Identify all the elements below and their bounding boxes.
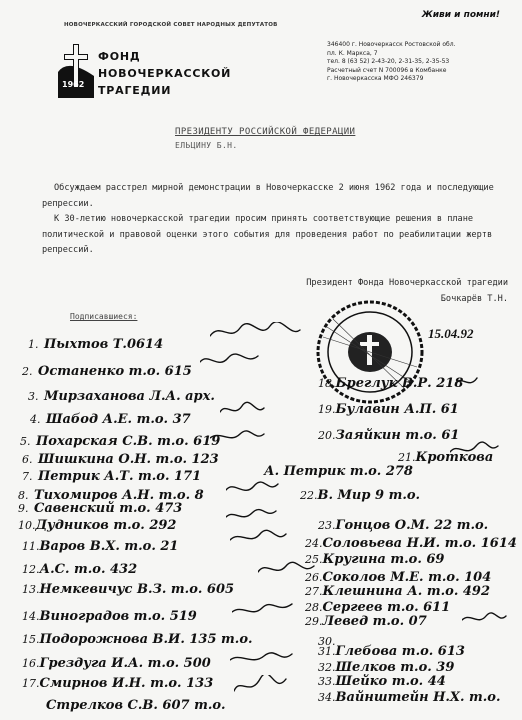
signatory-entry [22, 652, 211, 671]
signatory-entry [22, 578, 234, 597]
signatory-name: Глебова т.о. 613 [335, 644, 465, 659]
signatory-entry [318, 686, 501, 705]
letterhead-address [327, 41, 507, 84]
signatory-name: Смирнов И.Н. т.о. 133 [39, 676, 214, 691]
signatory-number: 24. [305, 537, 323, 550]
foundation-logo [54, 40, 234, 102]
signatory-entry [28, 385, 215, 404]
signatory-number: 16. [22, 657, 40, 670]
logo-line-1: ФОНД [98, 50, 141, 63]
signature-name: Бочкарёв Т.Н. [440, 293, 508, 304]
signatory-name: Петрик А.Т. т.о. 171 [38, 469, 202, 484]
signatory-number: 22. [300, 489, 318, 502]
cross-emblem-icon [54, 40, 98, 102]
signatory-number: 8. [18, 489, 29, 502]
signatory-number: 1. [28, 338, 39, 351]
signatory-name: Савенский т.о. 473 [34, 501, 183, 516]
signatory-number: 14. [22, 610, 40, 623]
signatory-name: Немкевичус В.З. т.о. 605 [39, 582, 235, 597]
signatory-name: Мирзаханова Л.А. арх. [44, 389, 215, 404]
signatory-number: 19. [318, 403, 336, 416]
address-line: тел. 8 (63 52) 2-43-20, 2-31-35, 2-35-53 [327, 58, 450, 66]
signatory-number: 26. [305, 571, 323, 584]
signatory-name: Шабод А.Е. т.о. 37 [46, 412, 191, 427]
signatory-number: 18. [318, 377, 336, 390]
signatory-number: 31. [318, 645, 336, 658]
addressee-title: ПРЕЗИДЕНТУ РОССИЙСКОЙ ФЕДЕРАЦИИ [175, 127, 356, 137]
signatory-name: Заяйкин т.о. 61 [335, 428, 460, 443]
stamp-date: 15.04.92 [428, 326, 474, 341]
signatory-number: 25. [305, 553, 323, 566]
handwritten-signature-icon [210, 428, 305, 452]
signatory-entry [22, 605, 197, 624]
signatory-number: 33. [318, 675, 336, 688]
signatory-name: Пыхтов Т.0614 [44, 337, 164, 352]
handwritten-signature-icon [226, 505, 321, 529]
signatory-name: Левед т.о. 07 [322, 614, 427, 629]
signatory-entry [22, 465, 201, 484]
signatory-name: Вайнштейн Н.Х. т.о. [335, 690, 501, 705]
signatory-entry [22, 672, 213, 691]
signatory-name: Кругина т.о. 69 [322, 552, 445, 567]
address-line: 346400 г. Новочеркасск Ростовской обл. [327, 41, 456, 48]
signatory-entry [318, 424, 459, 443]
signatory-entry [318, 398, 459, 417]
signatory-name: Тихомиров А.Н. т.о. 8 [34, 488, 204, 503]
body-paragraph-2: К 30-летию новочеркасской трагедии просим принять соответствующие решения в плане политической и правовой оценки этого события для проведения работ по реабилитации жертв репрессий. [42, 214, 493, 255]
signatory-name: Похарская С.В. т.о. 619 [36, 434, 221, 449]
handwritten-signature-icon [455, 372, 522, 396]
handwritten-signature-icon [200, 350, 295, 374]
signatory-name: Булавин А.П. 61 [335, 402, 459, 417]
signatory-entry [318, 372, 463, 391]
signatory-number: 27. [305, 585, 323, 598]
body-paragraph-1: Обсуждаем расстрел мирной демонстрации в Новочеркасске 2 июня 1962 года и последующие репрессии. [42, 183, 494, 209]
signatory-name: Останенко т.о. 615 [38, 364, 192, 379]
signatory-number: 12. [22, 563, 40, 576]
signatory-name: В. Мир 9 т.о. [317, 488, 421, 503]
addressee-name: ЕЛЬЦИНУ Б.Н. [175, 141, 238, 150]
signatory-number: 34. [318, 691, 336, 704]
signatory-entry [318, 514, 488, 533]
signatory-number: 13. [22, 583, 40, 596]
handwritten-signature-icon [258, 560, 353, 584]
signatory-number: 10. [18, 519, 36, 532]
signatory-name: Бреглук В.Р. 218 [335, 376, 464, 391]
logo-line-3: ТРАГЕДИИ [98, 84, 172, 97]
signatory-name: Подорожнова В.И. 135 т.о. [39, 632, 253, 647]
address-line: пл. К. Маркса, 7 [327, 49, 378, 57]
handwritten-signature-icon [210, 322, 305, 346]
signatory-entry [22, 558, 137, 577]
handwritten-signature-icon [450, 440, 522, 464]
signatory-name: Сергеев т.о. 611 [322, 600, 451, 615]
signatory-name: Стрелков С.В. 607 т.о. [46, 698, 226, 713]
signatory-number: 3. [28, 390, 39, 403]
handwritten-signature-icon [220, 400, 315, 424]
signatory-name: Варов В.Х. т.о. 21 [39, 539, 179, 554]
signatory-name: Шейко т.о. 44 [335, 674, 446, 689]
handwritten-signature-icon [462, 610, 522, 634]
signatory-entry [28, 333, 163, 352]
handwritten-signature-icon [226, 480, 321, 504]
signatory-number: 7. [22, 470, 33, 483]
address-line: г. Новочеркасска МФО 246379 [327, 75, 424, 83]
signatory-number: 30. [318, 635, 336, 648]
signatory-number: 2. [22, 365, 33, 378]
signatory-name: Шелков т.о. 39 [335, 660, 455, 675]
signatory-entry [30, 408, 191, 427]
handwritten-signature-icon [230, 528, 325, 552]
signatory-number: 28. [305, 601, 323, 614]
signatory-name: Соловьева Н.И. т.о. 1614 [322, 536, 517, 551]
signatory-entry [22, 535, 178, 554]
signatory-number: 5. [20, 435, 31, 448]
signatory-name: Соколов М.Е. т.о. 104 [322, 570, 492, 585]
letterhead-tagline: НОВОЧЕРКАССКИЙ ГОРОДСКОЙ СОВЕТ НАРОДНЫХ ДЕПУТАТОВ [64, 22, 278, 28]
signatory-entry [18, 514, 176, 533]
signatory-name: Кроткова [415, 450, 494, 465]
signatory-number: 11. [22, 540, 40, 553]
signatory-number: 4. [30, 413, 41, 426]
signatories-heading: Подписавшиеся: [70, 312, 138, 321]
signatory-name: Дудников т.о. 292 [35, 518, 177, 533]
address-line: Расчетный счет N 700096 в Комбанке [327, 66, 447, 74]
signature-title: Президент Фонда Новочеркасской трагедии [306, 278, 508, 288]
letter-body [42, 181, 512, 259]
signatory-name: А.С. т.о. 432 [39, 562, 138, 577]
signatory-name: Гонцов О.М. 22 т.о. [335, 518, 489, 533]
signatory-name: Грездуга И.А. т.о. 500 [39, 656, 211, 671]
letterhead-motto: Живи и помни! [421, 10, 500, 20]
signatory-number: 32. [318, 661, 336, 674]
signatory-name: Шишкина О.Н. т.о. 123 [38, 452, 219, 467]
signatory-name: Клешнина А. т.о. 492 [322, 584, 491, 599]
handwritten-signature-icon [230, 650, 325, 674]
signatory-entry [22, 628, 253, 647]
signatory-number: 6. [22, 453, 33, 466]
logo-line-2: НОВОЧЕРКАССКОЙ [98, 67, 232, 80]
signatory-number: 20. [318, 429, 336, 442]
signatory-name: Виноградов т.о. 519 [39, 609, 197, 624]
signatory-number: 29. [305, 615, 323, 628]
signatory-entry [248, 460, 413, 479]
signatory-number: 23. [318, 519, 336, 532]
signatory-number: 15. [22, 633, 40, 646]
signatory-number: 21. [398, 451, 416, 464]
signatory-name: А. Петрик т.о. 278 [264, 464, 413, 479]
signatory-entry [20, 430, 220, 449]
handwritten-signature-icon [234, 675, 329, 699]
signatory-entry [30, 694, 226, 713]
signatory-number: 9. [18, 502, 29, 515]
handwritten-signature-icon [232, 600, 327, 624]
signatory-entry [22, 360, 192, 379]
logo-year: 1962 [62, 80, 85, 89]
signatory-number: 17. [22, 677, 40, 690]
